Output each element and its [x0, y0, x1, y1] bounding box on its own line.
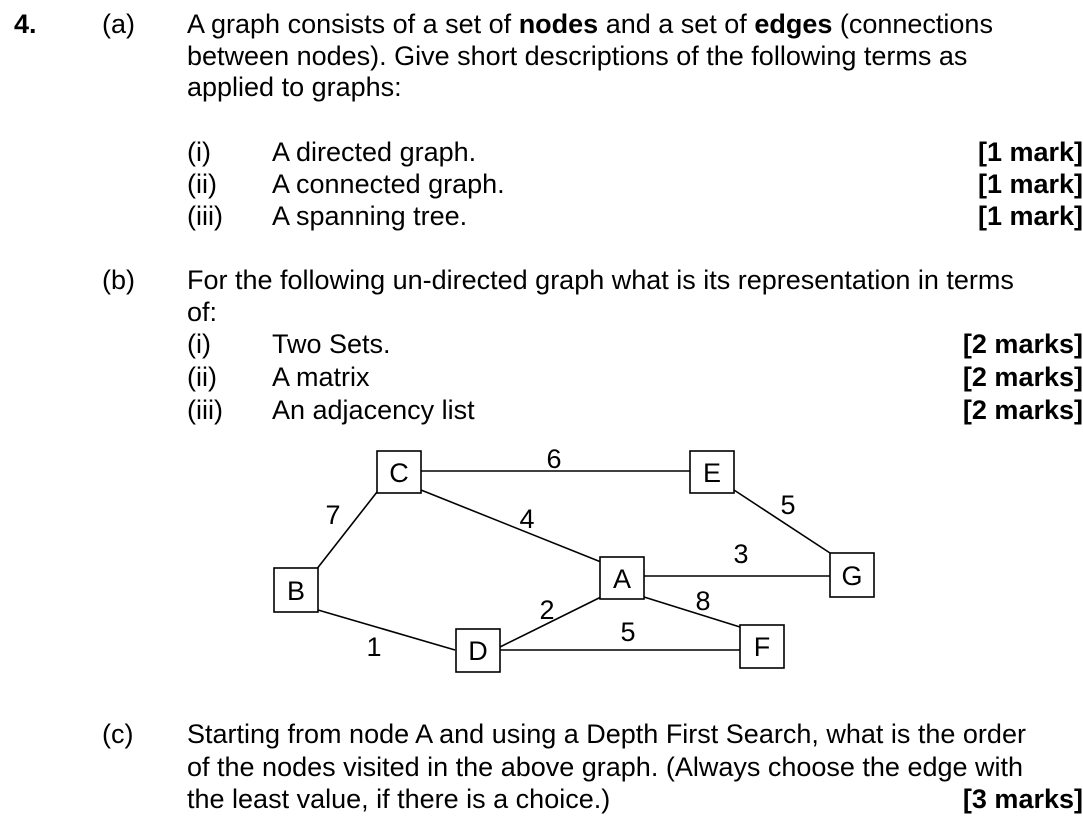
part-b-item-1-num: (i): [187, 329, 211, 359]
part-b-item-2-num: (ii): [187, 362, 217, 392]
part-b-item-1-text: Two Sets.: [272, 329, 391, 359]
part-a-item-3-mark: [1 mark]: [977, 201, 1083, 231]
part-a-item-2-num: (ii): [187, 169, 217, 199]
part-a-line-1-pre: A graph consists of a set of: [187, 9, 519, 39]
edge-c-a: [421, 490, 601, 562]
part-a-item-2-mark: [1 mark]: [977, 169, 1083, 199]
part-b-line-1: For the following un-directed graph what is its representation in terms: [187, 265, 1014, 295]
part-b-label: (b): [102, 265, 135, 295]
node-f-label: F: [753, 632, 771, 662]
edge-e-g-weight: 5: [780, 490, 796, 520]
part-a-item-2-text: A connected graph.: [272, 169, 505, 199]
edge-a-f: [644, 597, 740, 627]
node-g-label: G: [841, 561, 863, 591]
part-c-label: (c): [102, 719, 134, 749]
part-a-item-3-num: (iii): [187, 201, 223, 231]
edge-c-a-weight: 4: [519, 504, 535, 534]
part-a-line-1-mid: and a set of: [598, 9, 755, 39]
edge-d-f-weight: 5: [620, 617, 636, 647]
edge-a-f-weight: 8: [695, 586, 711, 616]
part-b-item-2-text: A matrix: [272, 362, 370, 392]
part-a-label: (a): [102, 9, 135, 39]
part-b-item-1-mark: [2 marks]: [962, 329, 1083, 359]
part-c-mark: [3 marks]: [962, 784, 1083, 814]
part-a-item-3-text: A spanning tree.: [272, 201, 468, 231]
node-e-label: E: [702, 458, 722, 488]
part-a-line-3: applied to graphs:: [187, 72, 402, 102]
node-a-label: A: [612, 564, 632, 594]
edge-b-d: [318, 610, 455, 650]
question-number: 4.: [14, 9, 37, 39]
edge-a-d-weight: 2: [539, 595, 555, 625]
node-b-label: B: [286, 576, 306, 606]
edge-a-g-weight: 3: [733, 539, 749, 569]
edge-c-e-weight: 6: [546, 444, 562, 474]
node-d-label: D: [468, 636, 488, 666]
part-c-line-3: the least value, if there is a choice.): [187, 784, 611, 814]
term-edges: edges: [754, 9, 833, 39]
term-nodes: nodes: [518, 9, 599, 39]
part-a-item-1-num: (i): [187, 137, 211, 167]
part-b-item-2-mark: [2 marks]: [962, 362, 1083, 392]
part-c-line-2: of the nodes visited in the above graph. (Always choose the edge with: [187, 752, 1024, 782]
part-c-line-1: Starting from node A and using a Depth First Search, what is the order: [187, 719, 1026, 749]
part-a-item-1-text: A directed graph.: [272, 137, 477, 167]
part-a-line-1-post: (connections: [832, 9, 993, 39]
edge-b-d-weight: 1: [366, 632, 382, 662]
node-c-label: C: [389, 458, 409, 488]
part-a-item-1-mark: [1 mark]: [977, 137, 1083, 167]
part-b-line-2: of:: [187, 297, 218, 327]
edge-b-c-weight: 7: [325, 500, 341, 530]
part-a-line-2: between nodes). Give short descriptions of the following terms as: [187, 41, 968, 71]
part-b-item-3-text: An adjacency list: [272, 395, 475, 425]
part-b-item-3-mark: [2 marks]: [962, 395, 1083, 425]
part-b-item-3-num: (iii): [187, 395, 223, 425]
